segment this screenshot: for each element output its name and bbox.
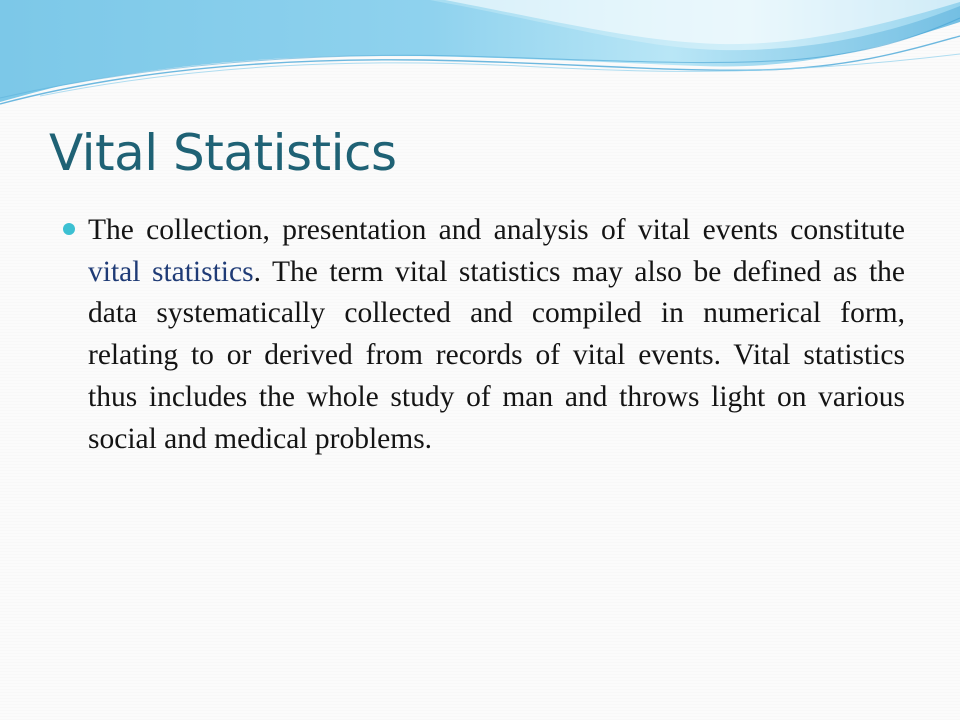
header-wave-decoration (0, 0, 960, 115)
bullet-list (61, 210, 905, 460)
slide-title: Vital Statistics (49, 124, 397, 182)
bullet-text-after: . The term vital statistics may also be defined as the data systematically collected and compiled in numerical form, relating to or derived from records of vital events. Vital statistics thus includes the whole study of man and throws light on various social and medical problems. (88, 255, 905, 455)
highlighted-term: vital statistics (88, 255, 254, 288)
bullet-item (61, 210, 905, 460)
bullet-text (88, 210, 905, 460)
bullet-icon (63, 223, 75, 235)
bullet-text-before: The collection, presentation and analysis of vital events constitute (88, 214, 905, 246)
